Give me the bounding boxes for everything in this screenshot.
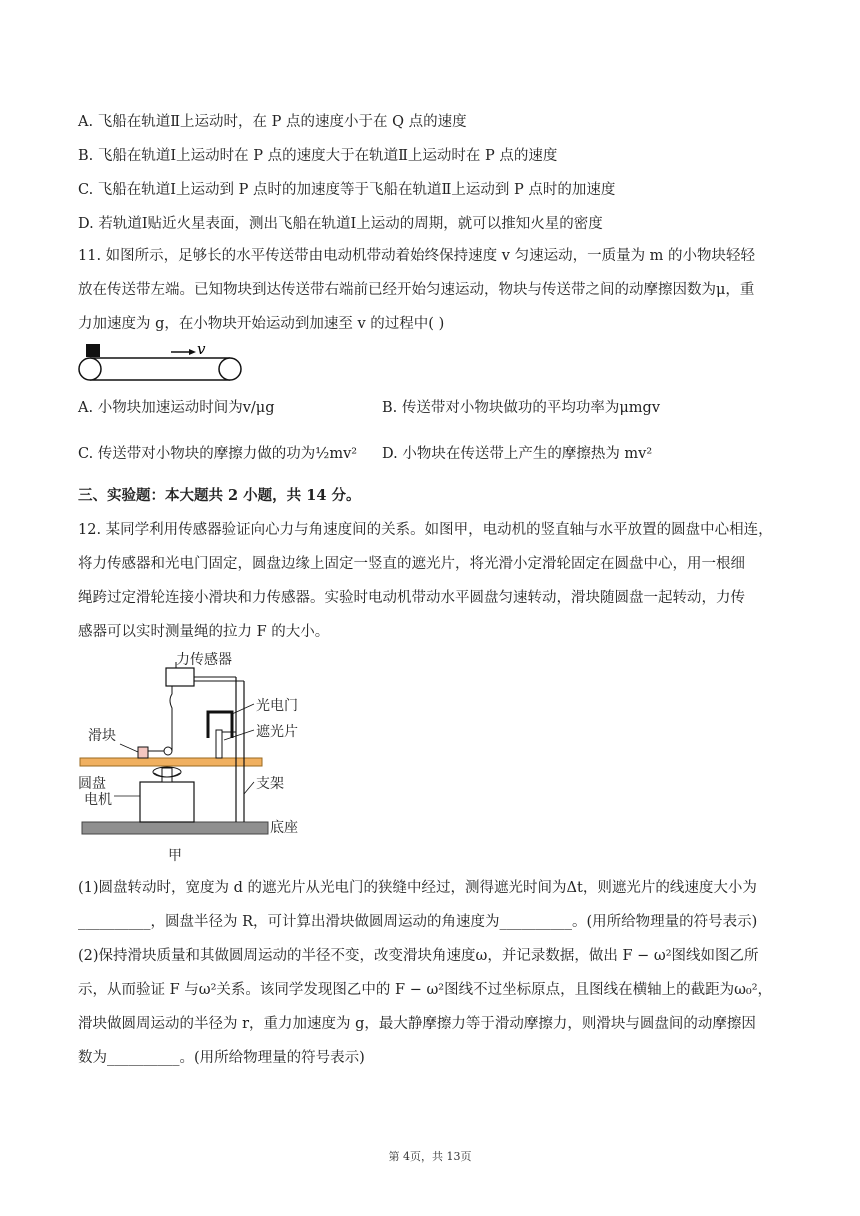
force-sensor [166,668,194,686]
pulley [164,747,172,755]
label-shading-piece: 遮光片 [256,724,298,740]
q12-sub1-line-1: (1)圆盘转动时，宽度为 d 的遮光片从光电门的狭缝中经过，测得遮光时间为Δt，则遮光片的线速度大小为 [78,880,757,896]
conveyor-belt-figure [76,340,246,386]
leader-slider [120,744,138,752]
label-support: 支架 [256,776,284,792]
q11-option-b: B. 传送带对小物块做功的平均功率为μmgv [382,400,661,416]
q11-option-c: C. 传送带对小物块的摩擦力做的功为½mv² [78,446,358,462]
q11-option-a: A. 小物块加速运动时间为v/μg [78,400,275,416]
leader-photogate [232,704,254,714]
leader-support [244,782,254,794]
q11-option-d: D. 小物块在传送带上产生的摩擦热为 mv² [382,446,653,462]
block [86,344,100,357]
section-3-heading: 三、实验题：本大题共 2 小题，共 14 分。 [78,487,361,504]
q12-sub2-line-1: (2)保持滑块质量和其做圆周运动的半径不变，改变滑块角速度ω，并记录数据，做出 F − ω²图线如图乙所 [78,948,759,964]
label-base: 底座 [270,820,298,836]
q11-stem-line-2: 放在传送带左端。已知物块到达传送带右端前已经开始匀速运动，物块与传送带之间的动摩擦因数为μ，重 [78,282,755,298]
shading-piece [216,730,222,758]
q12-stem-line-2: 将力传感器和光电门固定，圆盘边缘上固定一竖直的遮光片，将光滑小定滑轮固定在圆盘中心，用一根细 [78,556,745,572]
motor [140,782,194,822]
disk [80,758,262,766]
label-slider: 滑块 [88,728,116,744]
q12-stem-line-4: 感器可以实时测量绳的拉力 F 的大小。 [78,624,330,640]
motor-shaft [162,768,172,782]
q10-option-b: B. 飞船在轨道Ⅰ上运动时在 P 点的速度大于在轨道Ⅱ上运动时在 P 点的速度 [78,148,558,164]
label-disk: 圆盘 [78,776,106,792]
rope-vertical [170,686,172,751]
base [82,822,268,834]
q10-option-a: A. 飞船在轨道Ⅱ上运动时，在 P 点的速度小于在 Q 点的速度 [78,114,467,130]
label-motor: 电机 [84,792,112,808]
left-pulley [79,358,101,380]
q12-sub2-line-4: 数为__________。(用所给物理量的符号表示) [78,1050,365,1066]
figure-caption: 甲 [168,848,182,864]
q11-stem-line-1: 11. 如图所示，足够长的水平传送带由电动机带动着始终保持速度 v 匀速运动，一质量为 m 的小物块轻轻 [78,248,756,264]
q12-stem-line-1: 12. 某同学利用传感器验证向心力与角速度间的关系。如图甲，电动机的竖直轴与水平放置的圆盘中心相连， [78,522,773,538]
q10-option-c: C. 飞船在轨道Ⅰ上运动到 P 点时的加速度等于飞船在轨道Ⅱ上运动到 P 点时的加速度 [78,182,616,198]
slider-block [138,747,148,758]
label-force-sensor: 力传感器 [176,652,232,668]
q11-stem-line-3: 力加速度为 g，在小物块开始运动到加速至 v 的过程中( ) [78,316,445,332]
q12-stem-line-3: 绳跨过定滑轮连接小滑块和力传感器。实验时电动机带动水平圆盘匀速转动，滑块随圆盘一起转动，力传 [78,590,745,606]
page-footer: 第 4页，共 13页 [388,1150,472,1163]
experiment-apparatus-figure [76,648,326,868]
right-pulley [219,358,241,380]
label-photogate: 光电门 [256,698,298,714]
q12-sub2-line-2: 示，从而验证 F 与ω²关系。该同学发现图乙中的 F − ω²图线不过坐标原点，且图线在横轴上的截距为ω₀²， [78,982,773,998]
q10-option-d: D. 若轨道Ⅰ贴近火星表面，测出飞船在轨道Ⅰ上运动的周期，就可以推知火星的密度 [78,216,603,232]
q12-sub2-line-3: 滑块做圆周运动的半径为 r，重力加速度为 g，最大静摩擦力等于滑动摩擦力，则滑块与圆盘间的动摩擦因 [78,1016,756,1032]
velocity-arrowhead [189,349,196,355]
q12-sub1-line-2: __________，圆盘半径为 R，可计算出滑块做圆周运动的角速度为__________。(用所给物理量的符号表示) [78,914,758,930]
velocity-label: v [197,340,206,358]
